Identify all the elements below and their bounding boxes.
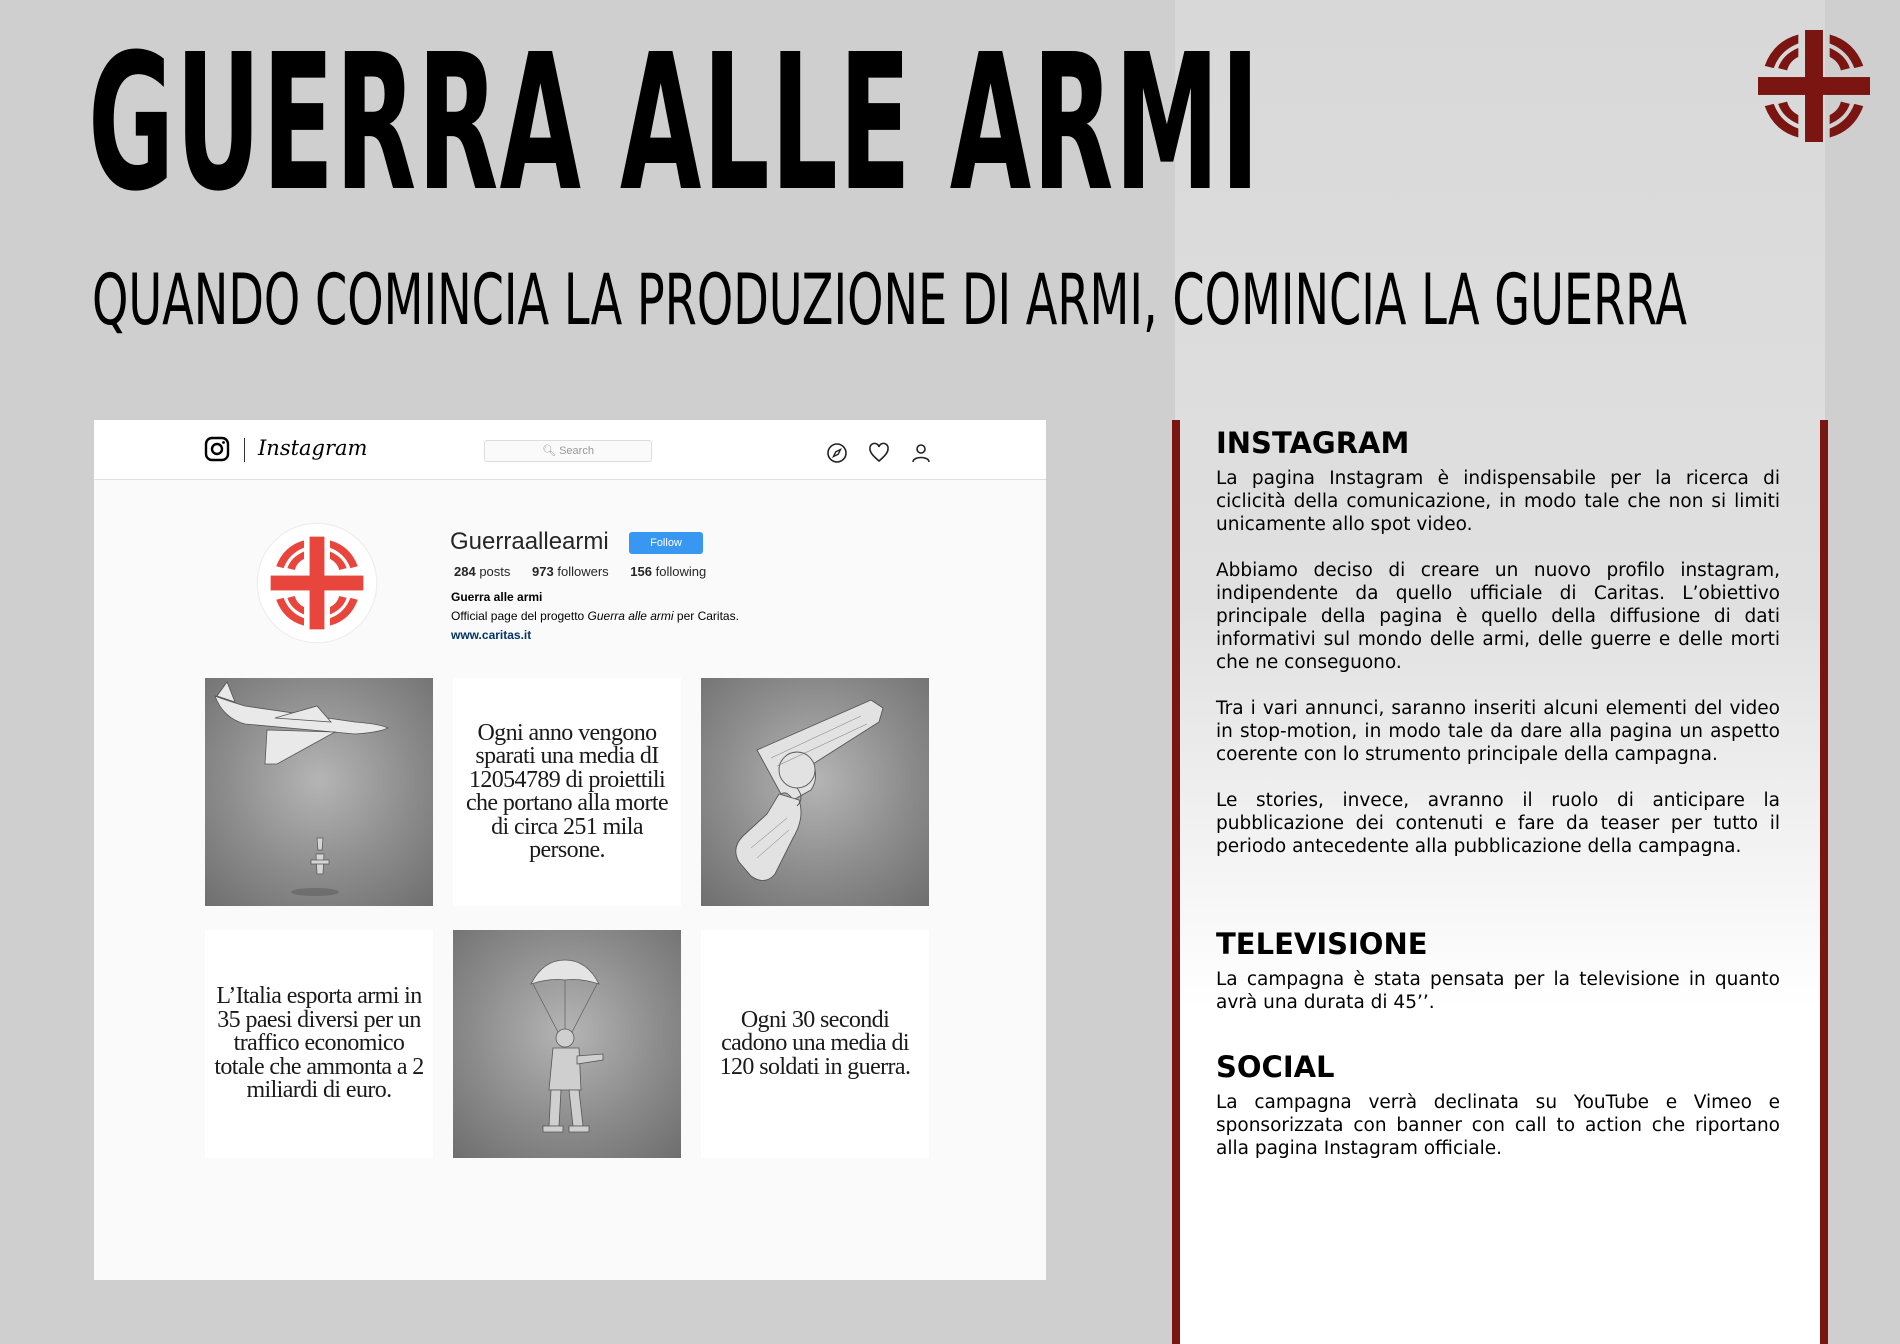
paper-paratrooper-icon — [453, 930, 681, 1158]
section-paragraph: Abbiamo deciso di creare un nuovo profilo instagram, indipendente da quello ufficiale di Caritas. L’obiettivo principale della pagina è quello della diffusione di dati informativi sul mondo delle armi, delle guerre e delle morti che ne conseguono. — [1216, 559, 1780, 673]
compass-icon[interactable] — [826, 442, 848, 464]
bio-text-suffix: per Caritas. — [673, 609, 739, 623]
page-subtitle: QUANDO COMINCIA LA PRODUZIONE DI ARMI, COMINCIA LA GUERRA — [92, 259, 1688, 341]
profile-avatar[interactable] — [256, 522, 378, 644]
post-photo-airplane[interactable] — [205, 678, 433, 906]
bio-name: Guerra alle armi — [451, 590, 543, 604]
post-text: Ogni anno vengono sparati una media dI 12054789 di proiettili che portano alla morte di circa 251 mila persone. — [465, 719, 669, 863]
bio-text-italic: Guerra alle armi — [587, 609, 674, 623]
post-text: Ogni 30 secondi cadono una media di 120 soldati in guerra. — [719, 1006, 911, 1080]
following-stat[interactable] — [630, 564, 706, 579]
heart-icon[interactable] — [868, 442, 890, 464]
instagram-navbar — [94, 420, 1046, 480]
instagram-camera-icon[interactable] — [204, 436, 230, 462]
paper-airplane-icon — [205, 678, 433, 906]
section-television — [1216, 927, 1780, 1037]
section-social — [1216, 1050, 1780, 1183]
followers-label: followers — [557, 564, 609, 579]
instagram-mockup — [94, 420, 1046, 1280]
posts-stat[interactable] — [454, 564, 510, 579]
bio-text — [451, 609, 739, 623]
profile-icon[interactable] — [910, 442, 932, 464]
post-photo-paratrooper[interactable] — [453, 930, 681, 1158]
caritas-logo-icon — [1758, 30, 1870, 142]
followers-stat[interactable] — [532, 564, 609, 579]
following-label: following — [655, 564, 707, 579]
section-paragraph: La pagina Instagram è indispensabile per la ricerca di ciclicità della comunicazione, in modo tale che non si limiti unicamente allo spot video. — [1216, 467, 1780, 535]
paper-revolver-icon — [701, 678, 929, 906]
posts-count: 284 — [454, 564, 476, 579]
post-photo-revolver[interactable] — [701, 678, 929, 906]
profile-stats — [454, 564, 724, 579]
section-paragraph: La campagna è stata pensata per la televisione in quanto avrà una durata di 45’’. — [1216, 968, 1780, 1013]
instagram-wordmark[interactable]: Instagram — [258, 436, 368, 460]
search-placeholder: Search — [559, 445, 594, 457]
section-paragraph: La campagna verrà declinata su YouTube e Vimeo e sponsorizzata con banner con call to action che riportano alla pagina Instagram officiale. — [1216, 1091, 1780, 1159]
section-heading: SOCIAL — [1216, 1050, 1335, 1084]
search-icon: 🔍︎ — [542, 445, 557, 457]
bio-link[interactable]: www.caritas.it — [451, 628, 532, 642]
posts-label: posts — [479, 564, 511, 579]
section-heading: TELEVISIONE — [1216, 927, 1428, 961]
followers-count: 973 — [532, 564, 554, 579]
post-text-soldati[interactable] — [701, 930, 929, 1158]
profile-username: Guerraallearmi — [450, 528, 609, 555]
section-heading: INSTAGRAM — [1216, 426, 1410, 460]
section-paragraph: Tra i vari annunci, saranno inseriti alcuni elementi del video in stop-motion, in modo tale da dare alla pagina un aspetto coerente con lo strumento principale della campagna. — [1216, 697, 1780, 765]
section-instagram — [1216, 426, 1780, 881]
following-count: 156 — [630, 564, 652, 579]
search-input[interactable] — [484, 440, 652, 462]
nav-divider — [244, 438, 245, 462]
post-text-export[interactable] — [205, 930, 433, 1158]
section-paragraph: Le stories, invece, avranno il ruolo di anticipare la pubblicazione dei contenuti e fare da teaser per tutto il periodo antecedente alla pubblicazione della campagna. — [1216, 789, 1780, 857]
post-text: L’Italia esporta armi in 35 paesi diversi per un traffico economico totale che ammonta a 2 miliardi di euro. — [214, 983, 424, 1104]
bio-text-prefix: Official page del progetto — [451, 609, 588, 623]
page-title: GUERRA ALLE ARMI — [88, 14, 1261, 233]
follow-button[interactable]: Follow — [629, 532, 703, 554]
post-text-proiettili[interactable] — [453, 678, 681, 906]
